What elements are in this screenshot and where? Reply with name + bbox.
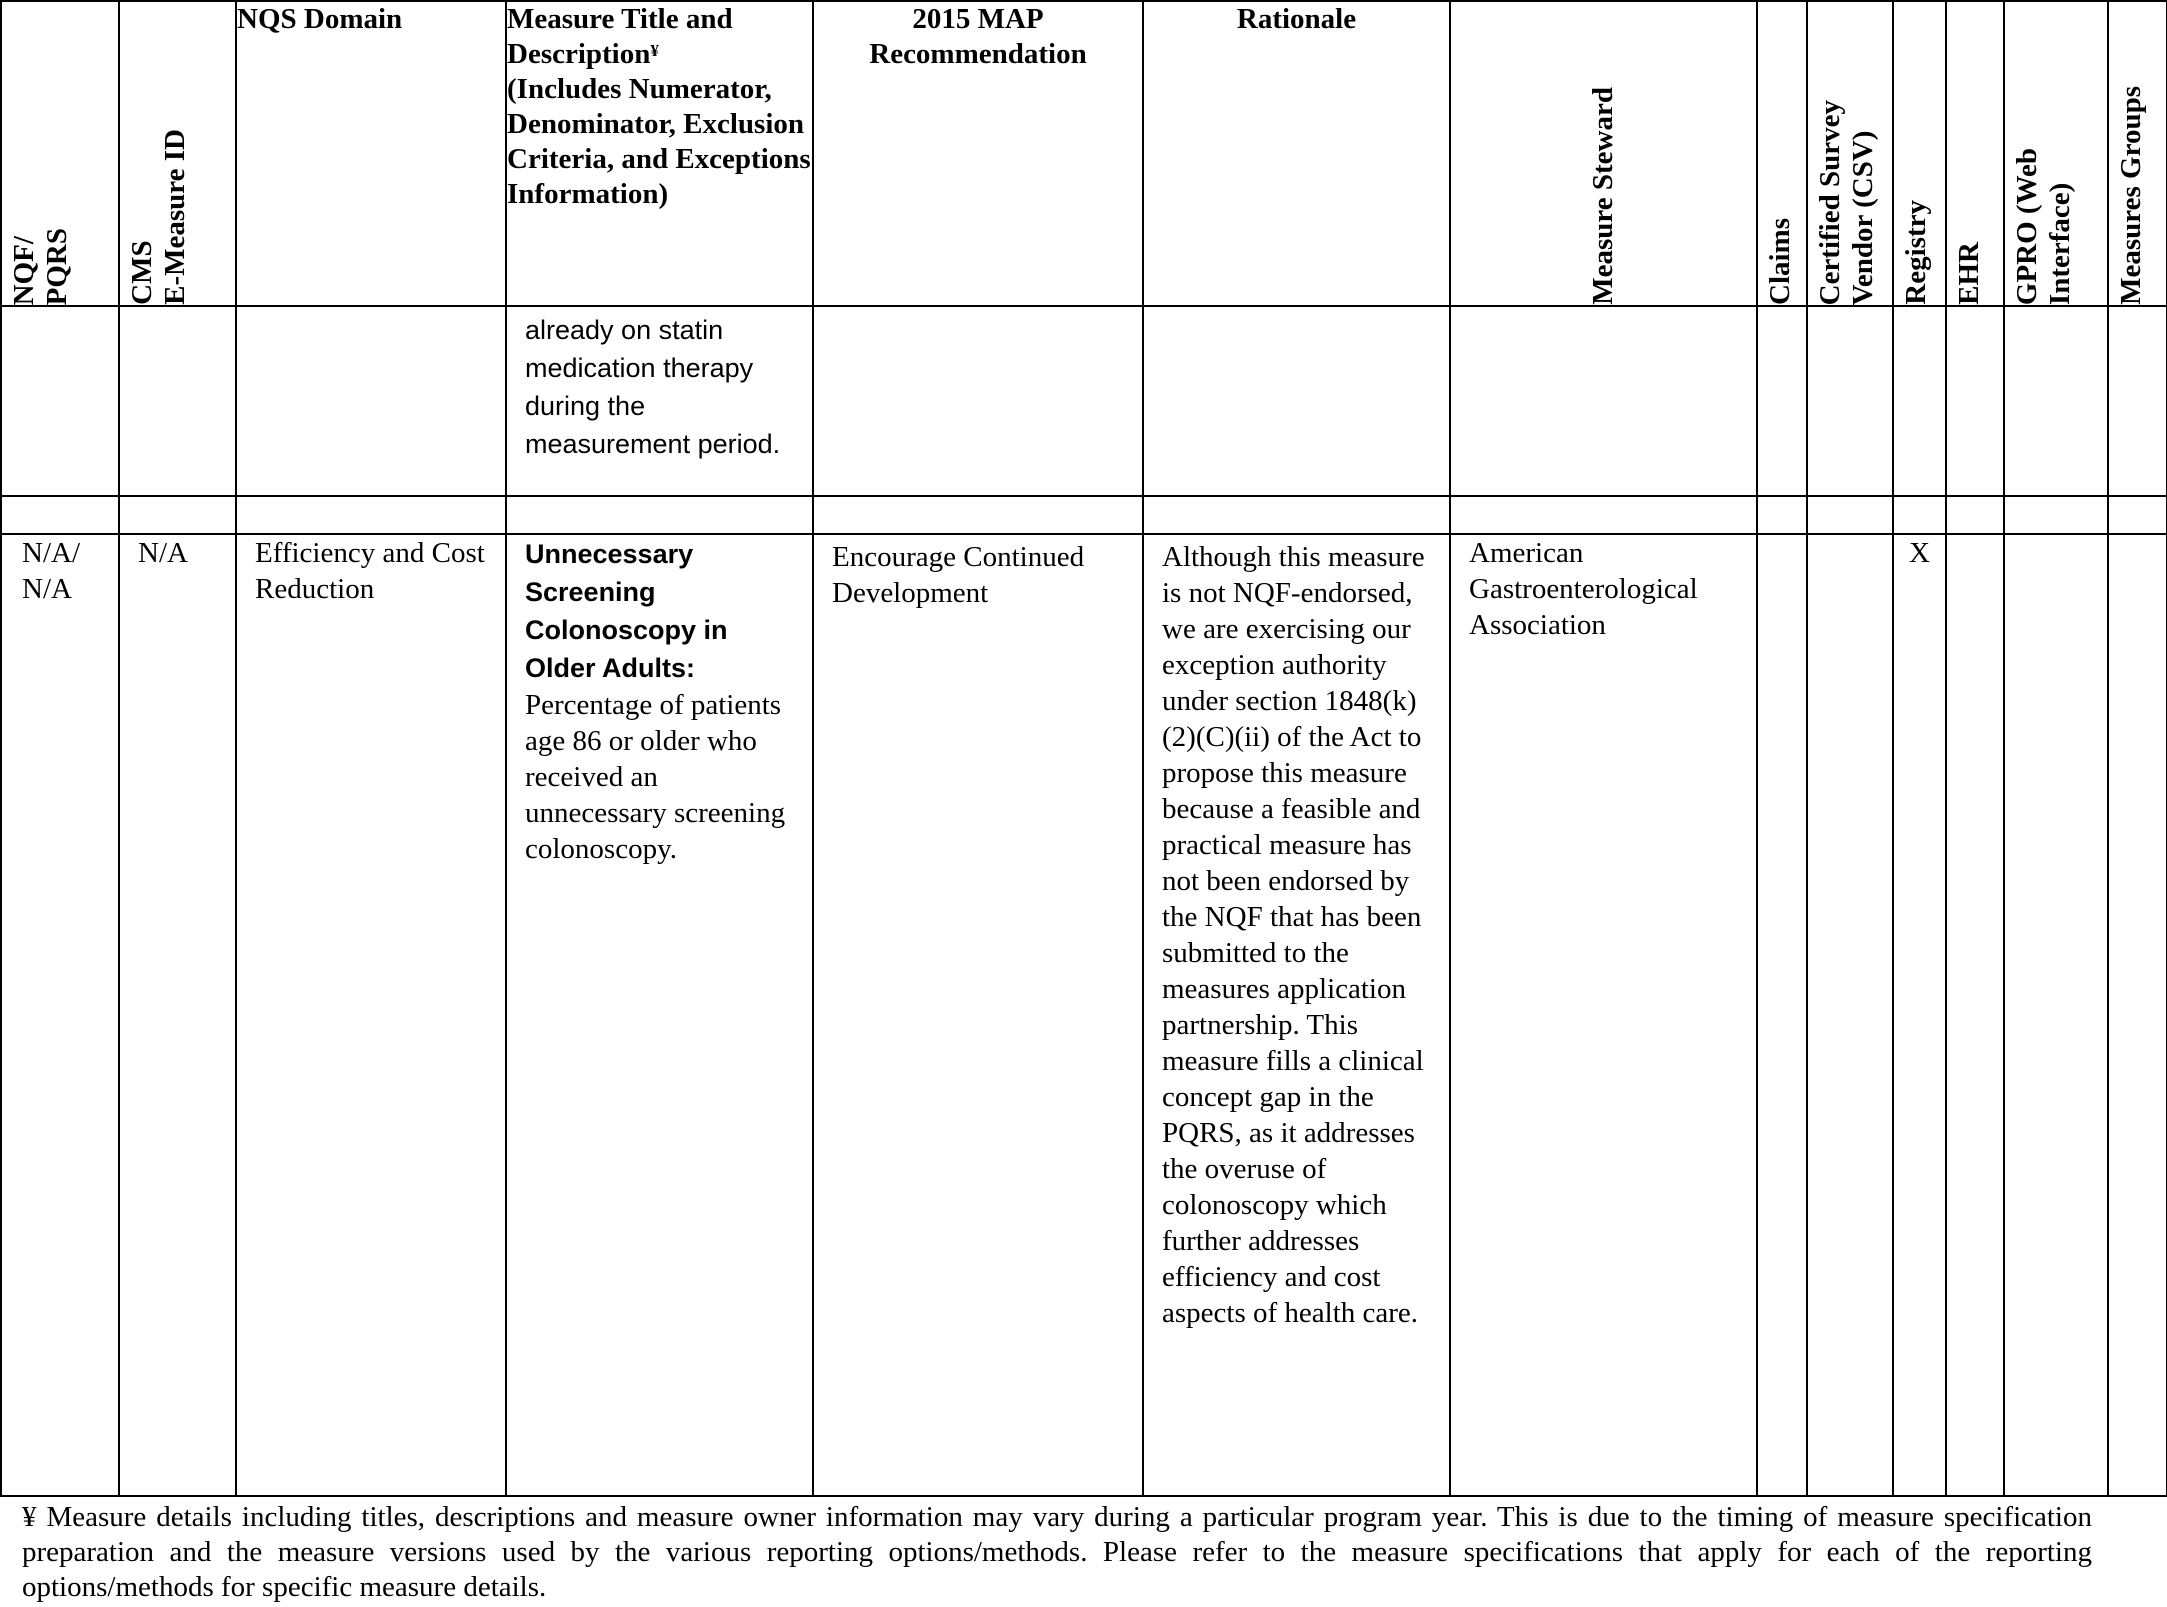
- cell-registry: X: [1893, 534, 1946, 1496]
- cell-ehr: [1946, 534, 2004, 1496]
- cell-cms-emeasure-id: N/A: [119, 534, 236, 1496]
- cell-measures-groups: [2108, 534, 2167, 1496]
- header-csv: Certified Survey Vendor (CSV): [1807, 1, 1893, 306]
- cell-measure-title: [506, 534, 813, 1496]
- cell-map-recommendation: Encourage Continued Development: [813, 534, 1143, 1496]
- header-row: [1, 1, 2167, 306]
- header-gpro: GPRO (Web Interface): [2004, 1, 2108, 306]
- header-claims: Claims: [1757, 1, 1807, 306]
- header-nqf-pqrs: NQF/ PQRS: [1, 1, 119, 306]
- header-nqs-domain: NQS Domain: [236, 1, 506, 306]
- header-cms-emeasure-id: CMS E-Measure ID: [119, 1, 236, 306]
- cell-measure-steward: American Gastroenterological Association: [1450, 534, 1757, 1496]
- continuation-description-cell: [506, 306, 813, 496]
- cell-gpro: [2004, 534, 2108, 1496]
- cell-claims: [1757, 534, 1807, 1496]
- continuation-text: already on statin medication therapy during the measurement period.: [525, 315, 781, 459]
- measure-description: Percentage of patients age 86 or older who received an unnecessary screening colonoscopy.: [525, 689, 786, 865]
- cell-nqf-pqrs: N/A/ N/A: [1, 534, 119, 1496]
- spacer-row: [1, 496, 2167, 534]
- cell-nqs-domain: Efficiency and Cost Reduction: [236, 534, 506, 1496]
- cell-csv: [1807, 534, 1893, 1496]
- header-rationale: Rationale: [1143, 1, 1450, 306]
- measure-title: Unnecessary Screening Colonoscopy in Older Adults:: [525, 539, 728, 683]
- cell-rationale: Although this measure is not NQF-endorsed, we are exercising our exception authority under section 1848(k)(2)(C)(ii) of the Act to propose this measure because a feasible and practical measure has not been endorsed by the NQF that has been submitted to the measures application partnership. This measure fills a clinical concept gap in the PQRS, as it addresses the overuse of colonoscopy which further addresses efficiency and cost aspects of health care.: [1143, 534, 1450, 1496]
- header-registry: Registry: [1893, 1, 1946, 306]
- footnote: ¥ Measure details including titles, descriptions and measure owner information may vary during a particular program year. This is due to the timing of measure specification preparation and the measure versions used by the various reporting options/methods. Please refer to the measure specifications that apply for each of the reporting options/methods for specific measure details.: [22, 1501, 2092, 1603]
- header-measures-groups: Measures Groups: [2108, 1, 2167, 306]
- header-measure-title: Measure Title and Description¥ (Includes Numerator, Denominator, Exclusion Criteria, and Exceptions Information): [506, 1, 813, 306]
- header-map-recommendation: 2015 MAP Recommendation: [813, 1, 1143, 306]
- header-measure-steward: Measure Steward: [1450, 1, 1757, 306]
- continuation-row: [1, 306, 2167, 496]
- header-ehr: EHR: [1946, 1, 2004, 306]
- table-row: [1, 534, 2167, 1496]
- yen-footnote-mark: ¥: [650, 41, 659, 60]
